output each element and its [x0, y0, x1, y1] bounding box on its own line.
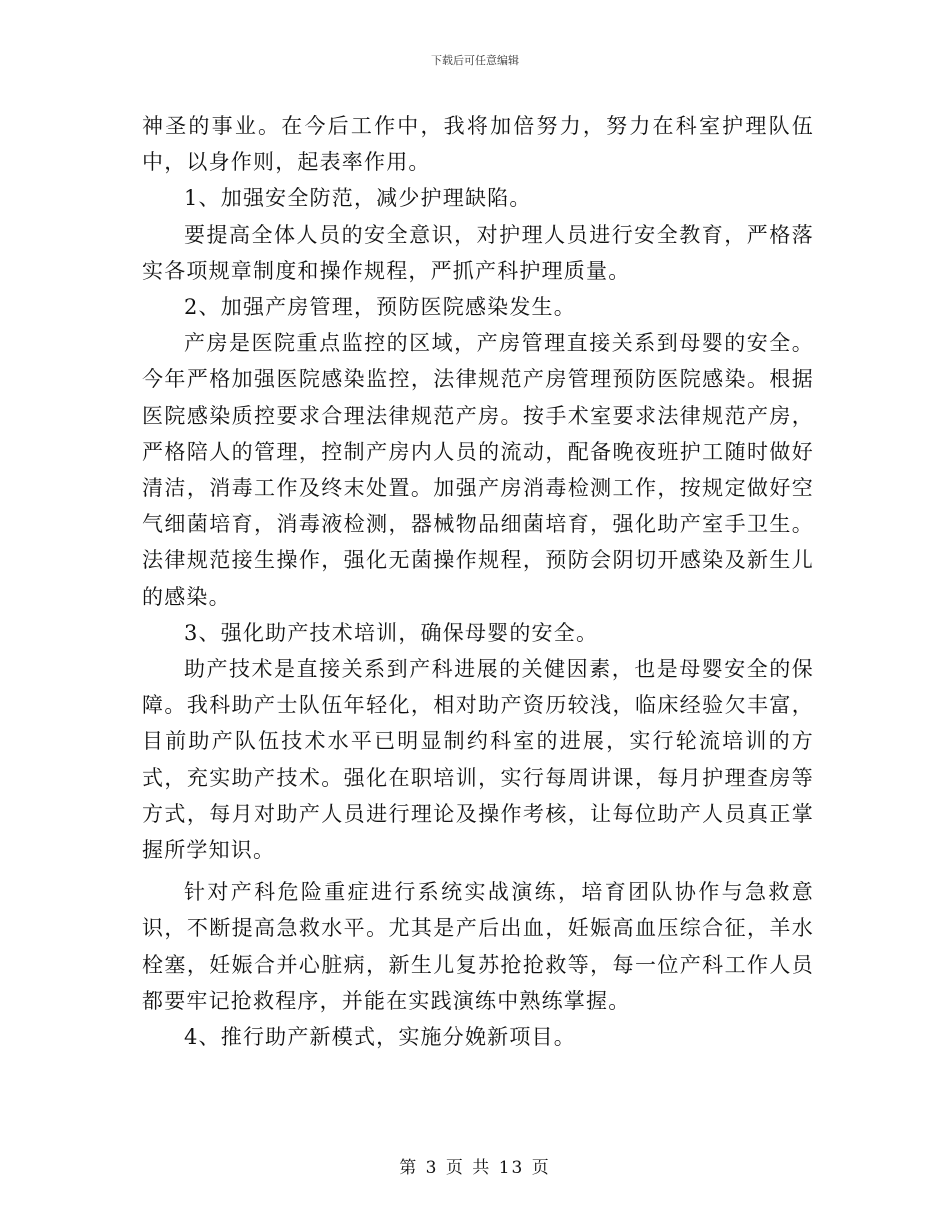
paragraph: 针对产科危险重症进行系统实战演练，培育团队协作与急救意识，不断提高急救水平。尤其是产后出血，妊娠高血压综合征，羊水栓塞，妊娠合并心脏病，新生儿复苏抢抢救等，每一位产科工作人员都要牢记抢救程序，并能在实践演练中熟练掌握。	[142, 880, 814, 1013]
section-heading: 1、加强安全防范，减少护理缺陷。	[184, 186, 532, 211]
paragraph: 要提高全体人员的安全意识，对护理人员进行安全教育，严格落实各项规章制度和操作规程，严抓产科护理质量。	[142, 222, 814, 283]
paragraph: 神圣的事业。在今后工作中，我将加倍努力，努力在科室护理队伍中，以身作则，起表率作用。	[142, 114, 814, 175]
section-heading: 4、推行助产新模式，实施分娩新项目。	[184, 1025, 576, 1050]
document-body	[142, 108, 814, 1055]
page-header: 下载后可任意编辑	[431, 54, 519, 67]
paragraph: 产房是医院重点监控的区域，产房管理直接关系到母婴的安全。今年严格加强医院感染监控，法律规范产房管理预防医院感染。根据医院感染质控要求合理法律规范产房。按手术室要求法律规范产房，严格陪人的管理，控制产房内人员的流动，配备晚夜班护工随时做好清洁，消毒工作及终末处置。加强产房消毒检测工作，按规定做好空气细菌培育，消毒液检测，器械物品细菌培育，强化助产室手卫生。法律规范接生操作，强化无菌操作规程，预防会阴切开感染及新生儿的感染。	[142, 331, 814, 609]
page-number-footer: 第 3 页 共 13 页	[399, 1158, 551, 1178]
section-heading: 2、加强产房管理，预防医院感染发生。	[184, 295, 576, 320]
section-heading: 3、强化助产技术培训，确保母婴的安全。	[184, 620, 599, 645]
paragraph: 助产技术是直接关系到产科进展的关健因素，也是母婴安全的保障。我科助产士队伍年轻化，相对助产资历较浅，临床经验欠丰富，目前助产队伍技术水平已明显制约科室的进展，实行轮流培训的方式，充实助产技术。强化在职培训，实行每周讲课，每月护理查房等方式，每月对助产人员进行理论及操作考核，让每位助产人员真正掌握所学知识。	[142, 657, 814, 863]
